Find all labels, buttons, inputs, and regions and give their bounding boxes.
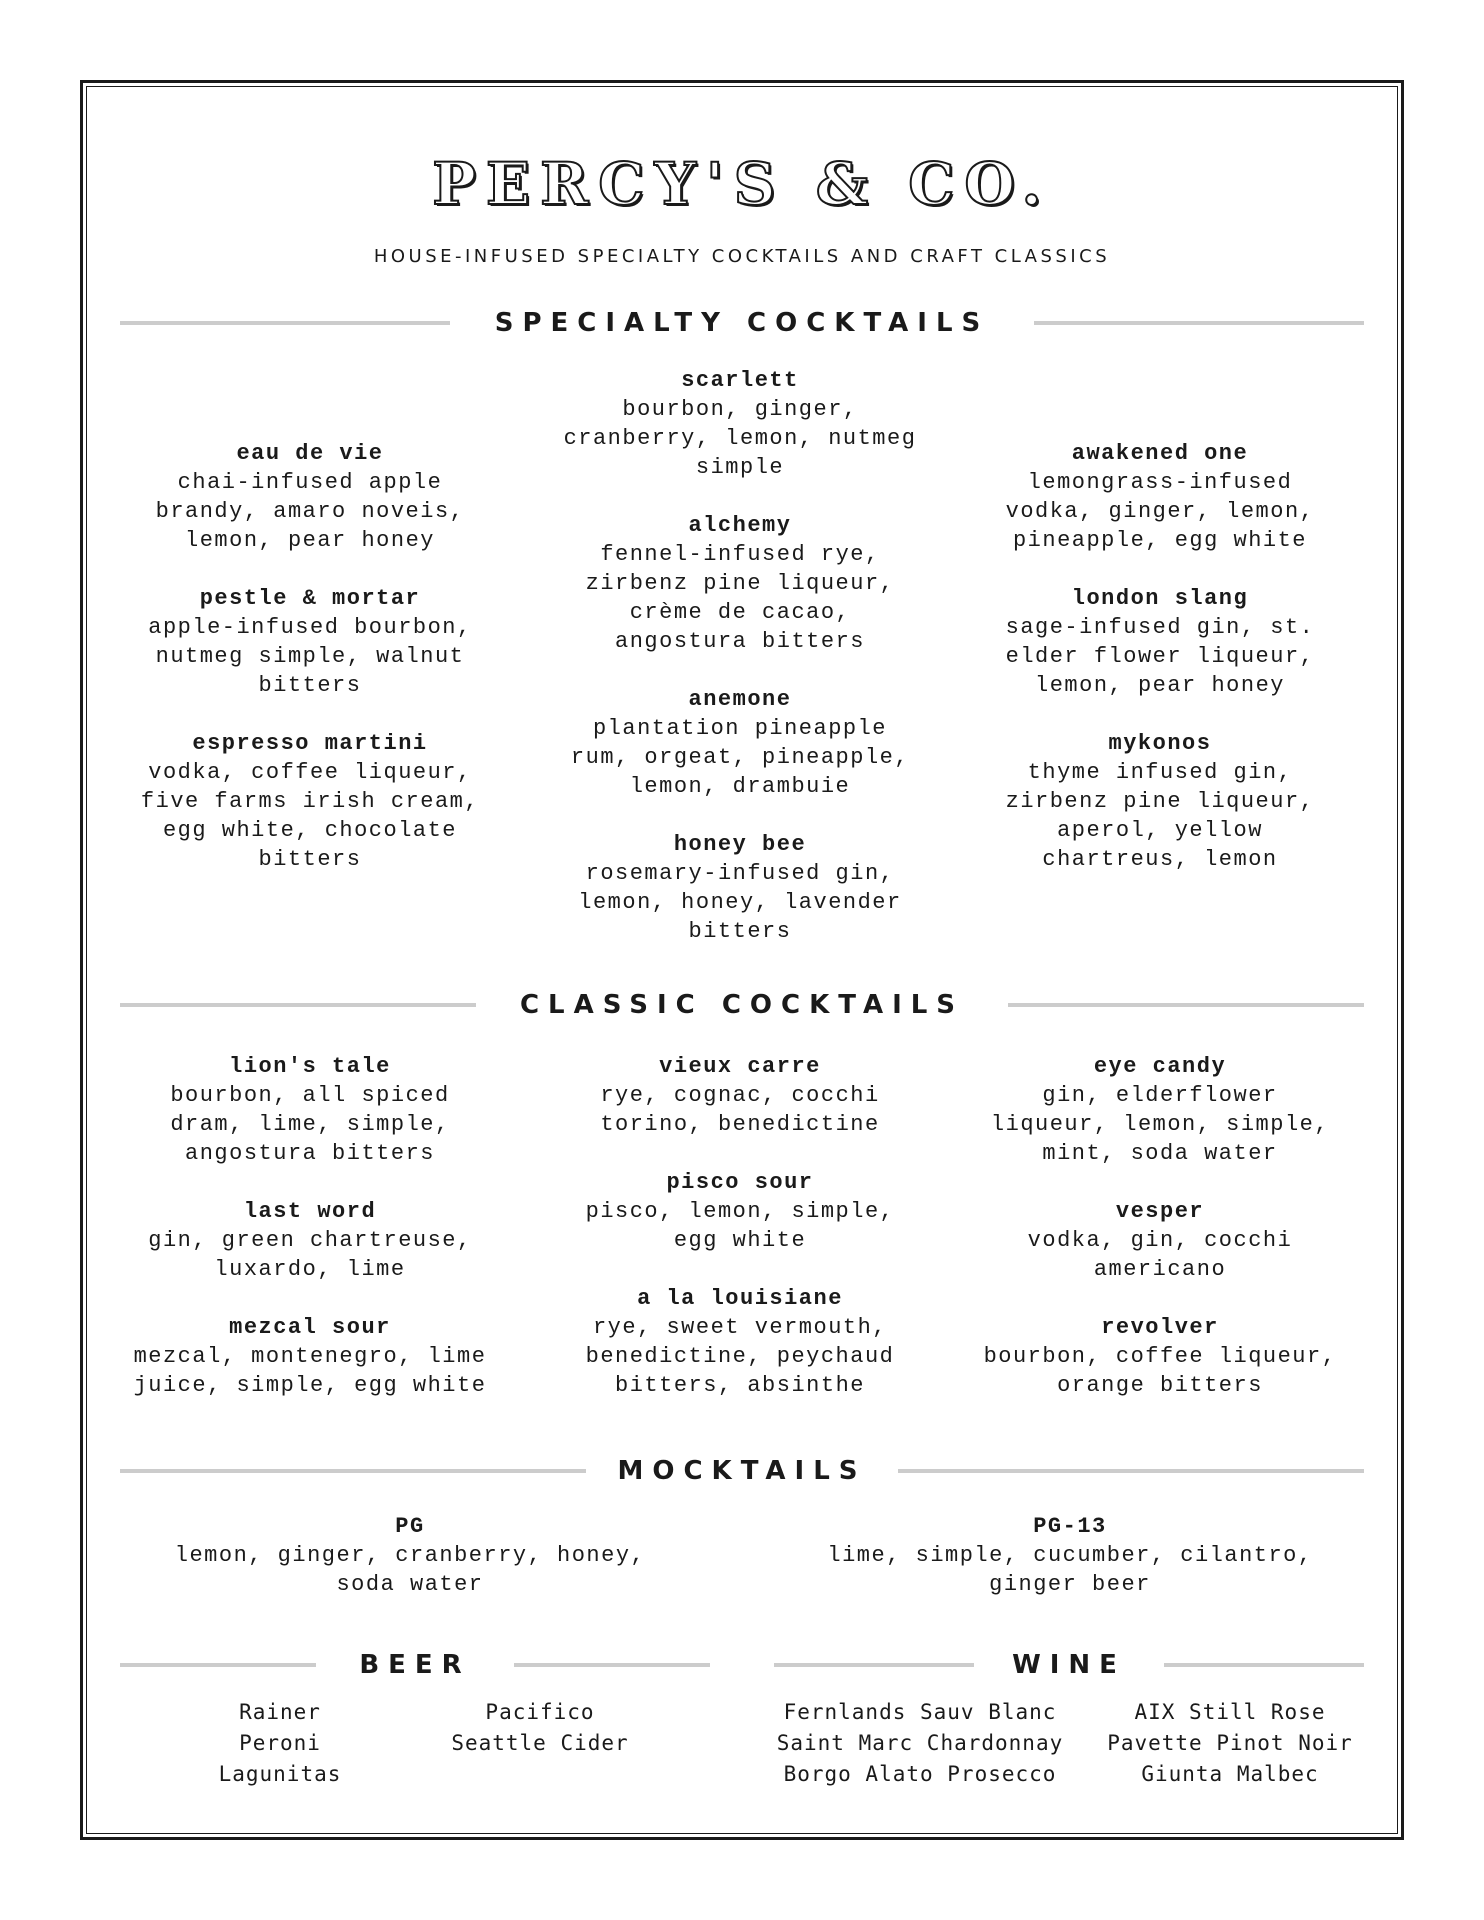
item-description: sage-infused gin, st. elder flower liqueur, lemon, pear honey: [1005, 615, 1315, 698]
menu-item: [110, 1052, 510, 1168]
item-description: fennel-infused rye, zirbenz pine liqueur, crème de cacao, angostura bitters: [585, 542, 895, 654]
restaurant-title: PERCY'S & CO.: [432, 150, 1052, 218]
menu-item: [540, 1052, 940, 1139]
menu-item: [540, 1284, 940, 1400]
menu-item: [530, 511, 950, 656]
item-name: espresso martini: [192, 731, 428, 756]
specialty-center-column: [530, 366, 950, 975]
section-rule-right: [514, 1663, 710, 1667]
list-item: Borgo Alato Prosecco: [783, 1762, 1057, 1786]
beer-list-2: [430, 1697, 650, 1759]
menu-item: [120, 439, 500, 555]
item-name: awakened one: [1071, 441, 1249, 466]
mocktails-section-header: [120, 1456, 1364, 1486]
list-item: Lagunitas: [218, 1762, 342, 1786]
item-name: lion's tale: [229, 1054, 391, 1079]
item-description: lime, simple, cucumber, cilantro, ginger beer: [827, 1543, 1313, 1597]
menu-item: [960, 1052, 1360, 1168]
menu-item: [970, 584, 1350, 700]
wine-heading: WINE: [1012, 1650, 1126, 1680]
menu-subtitle: HOUSE-INFUSED SPECIALTY COCKTAILS AND CRAFT CLASSICS: [373, 246, 1111, 267]
menu-item: [530, 830, 950, 946]
item-description: rye, cognac, cocchi torino, benedictine: [600, 1083, 880, 1137]
wine-section-header: [774, 1650, 1364, 1680]
classic-right-column: [960, 1052, 1360, 1429]
list-item: Seattle Cider: [451, 1731, 629, 1755]
item-name: eau de vie: [236, 441, 384, 466]
item-description: lemon, ginger, cranberry, honey, soda water: [174, 1543, 646, 1597]
section-rule-left: [120, 1469, 586, 1473]
section-rule-right: [1164, 1663, 1364, 1667]
menu-item: [960, 1313, 1360, 1400]
item-name: revolver: [1101, 1315, 1219, 1340]
wine-list-1: [760, 1697, 1080, 1790]
section-rule-right: [1034, 321, 1364, 325]
menu-item: [970, 439, 1350, 555]
list-item: Peroni: [239, 1731, 321, 1755]
item-description: pisco, lemon, simple, egg white: [585, 1199, 895, 1253]
section-rule-right: [898, 1469, 1364, 1473]
specialty-section-header: [120, 308, 1364, 338]
list-item: Giunta Malbec: [1141, 1762, 1319, 1786]
list-item: Fernlands Sauv Blanc: [783, 1700, 1057, 1724]
item-name: a la louisiane: [637, 1286, 843, 1311]
item-description: lemongrass-infused vodka, ginger, lemon, pineapple, egg white: [1005, 470, 1315, 553]
mocktails-heading: MOCKTAILS: [617, 1456, 867, 1486]
list-item: AIX Still Rose: [1134, 1700, 1326, 1724]
item-name: pisco sour: [666, 1170, 814, 1195]
item-name: eye candy: [1093, 1054, 1227, 1079]
item-description: chai-infused apple brandy, amaro noveis, lemon, pear honey: [155, 470, 465, 553]
beer-heading: BEER: [359, 1650, 471, 1680]
list-item: Pacifico: [485, 1700, 595, 1724]
item-description: vodka, gin, cocchi americano: [1027, 1228, 1293, 1282]
item-name: vesper: [1115, 1199, 1205, 1224]
item-name: pestle & mortar: [199, 586, 421, 611]
mocktail-pg: [150, 1512, 670, 1599]
classic-section-header: [120, 990, 1364, 1020]
menu-item: [530, 366, 950, 482]
section-rule-left: [120, 1003, 476, 1007]
item-name: PG-13: [1033, 1514, 1107, 1539]
specialty-right-column: [970, 439, 1350, 903]
specialty-heading: SPECIALTY COCKTAILS: [494, 308, 990, 338]
menu-item: [530, 685, 950, 801]
classic-heading: CLASSIC COCKTAILS: [519, 990, 965, 1020]
item-name: honey bee: [673, 832, 807, 857]
item-name: last word: [243, 1199, 377, 1224]
menu-item: [110, 1313, 510, 1400]
item-description: gin, elderflower liqueur, lemon, simple, mint, soda water: [990, 1083, 1330, 1166]
section-rule-left: [120, 1663, 316, 1667]
menu-item: [540, 1168, 940, 1255]
item-name: mykonos: [1108, 731, 1212, 756]
mocktail-pg13: [810, 1512, 1330, 1599]
item-description: plantation pineapple rum, orgeat, pineapple, lemon, drambuie: [570, 716, 910, 799]
item-description: vodka, coffee liqueur, five farms irish cream, egg white, chocolate bitters: [140, 760, 480, 872]
item-name: scarlett: [681, 368, 799, 393]
menu-item: [120, 729, 500, 874]
item-name: london slang: [1071, 586, 1249, 611]
menu-item: [120, 584, 500, 700]
beer-list-1: [180, 1697, 380, 1790]
list-item: Saint Marc Chardonnay: [776, 1731, 1064, 1755]
item-name: alchemy: [688, 513, 792, 538]
classic-left-column: [110, 1052, 510, 1429]
classic-center-column: [540, 1052, 940, 1429]
menu-item: [960, 1197, 1360, 1284]
menu-item: [970, 729, 1350, 874]
item-description: bourbon, coffee liqueur, orange bitters: [983, 1344, 1337, 1398]
specialty-left-column: [120, 439, 500, 903]
beer-section-header: [120, 1650, 710, 1680]
item-description: bourbon, all spiced dram, lime, simple, angostura bitters: [170, 1083, 450, 1166]
item-name: PG: [395, 1514, 425, 1539]
section-rule-left: [120, 321, 450, 325]
section-rule-left: [774, 1663, 974, 1667]
item-description: rosemary-infused gin, lemon, honey, lavender bitters: [578, 861, 902, 944]
item-description: rye, sweet vermouth, benedictine, peychaud bitters, absinthe: [585, 1315, 895, 1398]
wine-list-2: [1090, 1697, 1370, 1790]
list-item: Pavette Pinot Noir: [1107, 1731, 1353, 1755]
item-description: gin, green chartreuse, luxardo, lime: [148, 1228, 472, 1282]
list-item: Rainer: [239, 1700, 321, 1724]
menu-item: [110, 1197, 510, 1284]
item-name: anemone: [688, 687, 792, 712]
item-description: apple-infused bourbon, nutmeg simple, walnut bitters: [148, 615, 472, 698]
section-rule-right: [1008, 1003, 1364, 1007]
item-description: bourbon, ginger, cranberry, lemon, nutmeg simple: [563, 397, 917, 480]
item-description: mezcal, montenegro, lime juice, simple, egg white: [133, 1344, 487, 1398]
item-name: mezcal sour: [229, 1315, 391, 1340]
item-name: vieux carre: [659, 1054, 821, 1079]
item-description: thyme infused gin, zirbenz pine liqueur, aperol, yellow chartreus, lemon: [1005, 760, 1315, 872]
